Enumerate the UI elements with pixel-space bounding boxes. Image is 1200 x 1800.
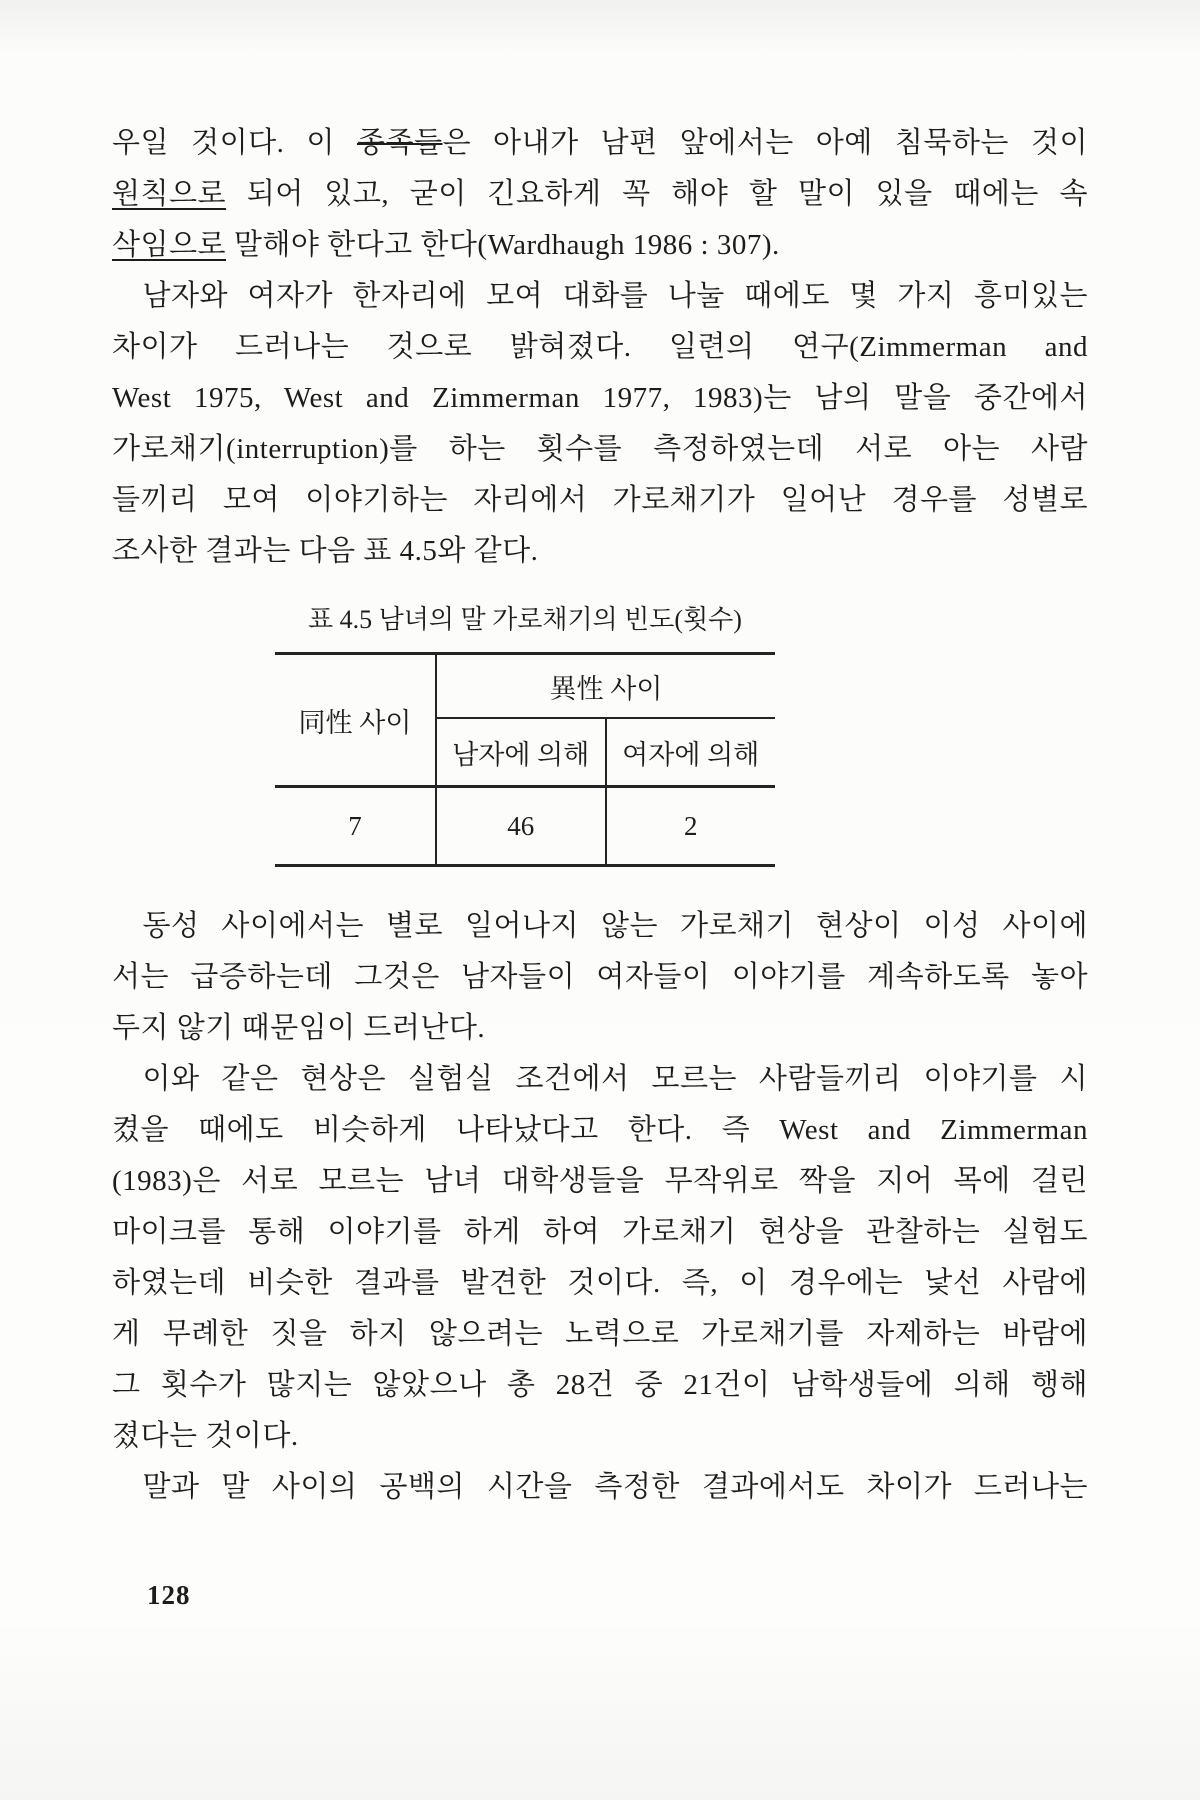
text-line	[112, 322, 1088, 373]
text-segment: 남자와 여자가 한자리에 모여 대화를 나눌 때에도 몇 가지 흥미있는	[142, 280, 1088, 312]
text-line	[112, 271, 1088, 322]
value-by-female: 2	[606, 787, 776, 866]
text-segment: 졌다는 것이다.	[112, 1420, 299, 1452]
underline-marked-text: 원칙으로	[112, 178, 227, 210]
text-segment: 가로채기(interruption)를 하는 횟수를 측정하였는데 서로 아는 사람	[112, 433, 1088, 465]
text-segment: 켰을 때에도 비슷하게 나타났다고 한다. 즉 West and Zimmerman	[112, 1114, 1088, 1146]
text-segment: West 1975, West and Zimmerman 1977, 1983)는 남의 말을 중간에서	[112, 382, 1088, 414]
text-segment: 게 무례한 짓을 하지 않으려는 노력으로 가로채기를 자제하는 바람에	[112, 1318, 1088, 1350]
text-segment: 차이가 드러나는 것으로 밝혀졌다. 일련의 연구(Zimmerman and	[112, 331, 1088, 363]
text-line	[112, 1207, 1088, 1258]
interruption-frequency-table	[275, 652, 775, 867]
value-same-sex: 7	[275, 787, 436, 866]
text-line	[112, 169, 1088, 220]
text-line	[112, 526, 1088, 577]
text-line	[112, 1462, 1088, 1513]
text-line	[112, 118, 1088, 169]
text-line	[112, 220, 1088, 271]
text-segment: 우일 것이다. 이	[112, 127, 357, 159]
text-segment: 마이크를 통해 이야기를 하게 하여 가로채기 현상을 관찰하는 실험도	[112, 1216, 1088, 1248]
text-line	[112, 1258, 1088, 1309]
text-segment: 말해야 한다고 한다(Wardhaugh 1986 : 307).	[226, 229, 780, 261]
text-segment: 되어 있고, 굳이 긴요하게 꼭 해야 할 말이 있을 때에는 속	[226, 178, 1088, 210]
text-segment: (1983)은 서로 모르는 남녀 대학생들을 무작위로 짝을 지어 목에 걸린	[112, 1165, 1088, 1197]
value-by-male: 46	[436, 787, 606, 866]
text-segment: 들끼리 모여 이야기하는 자리에서 가로채기가 일어난 경우를 성별로	[112, 484, 1088, 516]
text-line	[112, 1156, 1088, 1207]
text-line	[112, 1105, 1088, 1156]
text-line	[112, 373, 1088, 424]
text-line	[112, 901, 1088, 952]
text-segment: 말과 말 사이의 공백의 시간을 측정한 결과에서도 차이가 드러나는	[142, 1471, 1088, 1503]
text-line	[112, 475, 1088, 526]
text-segment: 동성 사이에서는 별로 일어나지 않는 가로채기 현상이 이성 사이에	[142, 910, 1088, 942]
text-line	[112, 1003, 1088, 1054]
text-segment: 서는 급증하는데 그것은 남자들이 여자들이 이야기를 계속하도록 놓아	[112, 961, 1088, 993]
table-4-5	[275, 599, 775, 867]
text-segment: 이와 같은 현상은 실험실 조건에서 모르는 사람들끼리 이야기를 시	[142, 1063, 1088, 1095]
text-segment: 은 아내가 남편 앞에서는 아예 침묵하는 것이	[442, 127, 1088, 159]
text-line	[112, 424, 1088, 475]
text-line	[112, 1360, 1088, 1411]
text-segment: 조사한 결과는 다음 표 4.5와 같다.	[112, 535, 539, 567]
table-header-row	[275, 654, 775, 719]
paragraphs-before-table	[112, 118, 1088, 577]
page-number: 128	[147, 1580, 191, 1610]
table-caption: 표 4.5 남녀의 말 가로채기의 빈도(횟수)	[308, 605, 742, 634]
header-same-sex: 同性 사이	[275, 654, 436, 787]
text-segment: 두지 않기 때문임이 드러난다.	[112, 1012, 486, 1044]
underline-marked-text: 삭임으로	[112, 229, 227, 261]
text-segment: 그 횟수가 많지는 않았으나 총 28건 중 21건이 남학생들에 의해 행해	[112, 1369, 1088, 1401]
text-line	[112, 1411, 1088, 1462]
paragraphs-after-table	[112, 901, 1088, 1513]
text-line	[112, 1309, 1088, 1360]
header-by-male: 남자에 의해	[436, 718, 606, 787]
text-segment: 하였는데 비슷한 결과를 발견한 것이다. 즉, 이 경우에는 낯선 사람에	[112, 1267, 1088, 1299]
header-by-female: 여자에 의해	[622, 739, 760, 770]
table-value-row	[275, 787, 775, 866]
text-line	[112, 1054, 1088, 1105]
strike-marked-text: 종족들	[356, 127, 443, 159]
header-opposite-sex: 異性 사이	[436, 654, 775, 719]
text-line	[112, 952, 1088, 1003]
